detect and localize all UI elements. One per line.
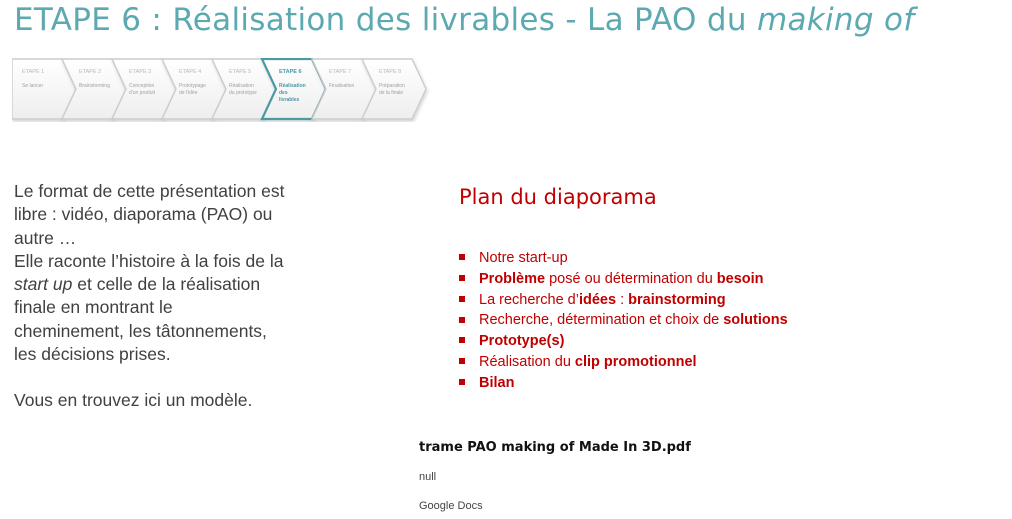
step-description: Préparation <box>379 83 405 89</box>
agenda-keyword: Bilan <box>479 374 515 391</box>
agenda-keyword: Prototype(s) <box>479 333 565 350</box>
step-label: ETAPE 4 <box>179 69 202 75</box>
file-description: null <box>419 471 437 483</box>
square-bullet-icon <box>459 379 465 385</box>
agenda-text: posé ou détermination du <box>545 270 717 287</box>
step-label: ETAPE 2 <box>79 69 102 75</box>
file-attachment[interactable] <box>419 440 691 512</box>
file-name-link[interactable]: trame PAO making of Made In 3D.pdf <box>419 440 691 455</box>
agenda-text: La recherche d’ <box>479 291 579 308</box>
slide-title: Plan du diaporama <box>459 185 657 209</box>
step-description: Réalisation <box>279 83 306 89</box>
slide-agenda-item <box>459 331 788 352</box>
agenda-keyword: clip promotionnel <box>574 353 697 370</box>
slide-preview[interactable] <box>440 170 960 410</box>
step-description: Se lancer <box>22 83 44 89</box>
step-label: ETAPE 6 <box>279 69 302 75</box>
agenda-keyword: brainstorming <box>628 291 726 308</box>
step-label: ETAPE 3 <box>129 69 152 75</box>
intro-paragraph-2: Elle raconte l’histoire à la fois de la start up et celle de la réalisation finale en montrant le cheminement, les tâtonnements, les décisions prises. <box>14 250 284 365</box>
agenda-text: : <box>616 291 629 308</box>
agenda-text: Recherche, détermination et choix de <box>479 312 724 329</box>
step-description: du prototype <box>229 90 257 96</box>
square-bullet-icon <box>459 275 465 281</box>
agenda-text: Notre start-up <box>479 250 568 266</box>
square-bullet-icon <box>459 254 465 260</box>
square-bullet-icon <box>459 296 465 302</box>
step-description: de l'idée <box>179 90 198 96</box>
step-description: Brainstorming <box>79 83 110 89</box>
step-label: ETAPE 1 <box>22 69 45 75</box>
slide-agenda-item <box>459 248 788 269</box>
square-bullet-icon <box>459 358 465 364</box>
step-description: Réalisation <box>229 83 254 89</box>
step-progress-bar <box>12 58 432 122</box>
step-description: Prototypage <box>179 83 206 89</box>
agenda-keyword: besoin <box>716 270 764 287</box>
square-bullet-icon <box>459 337 465 343</box>
slide-agenda-item <box>459 310 788 331</box>
page-title-main: ETAPE 6 : Réalisation des livrables - La PAO du <box>14 2 757 38</box>
step-description: Conception <box>129 83 155 89</box>
step-description: Finalisation <box>329 83 355 89</box>
step-description: des <box>279 90 288 96</box>
step-label: ETAPE 5 <box>229 69 252 75</box>
file-source: Google Docs <box>419 500 483 512</box>
agenda-keyword: Problème <box>479 270 546 287</box>
page-title <box>14 2 915 38</box>
agenda-keyword: idées <box>578 291 617 308</box>
slide-agenda-item <box>459 373 788 394</box>
intro-paragraph-3: Vous en trouvez ici un modèle. <box>14 390 253 411</box>
step-description: livrables <box>279 97 300 103</box>
slide-agenda-item <box>459 290 788 311</box>
step-description: d'un produit <box>129 90 155 96</box>
agenda-text: Réalisation du <box>479 353 575 370</box>
step-description: de la finale <box>379 90 404 96</box>
slide-agenda-item <box>459 269 788 290</box>
intro-paragraph-1: Le format de cette présentation est libre : vidéo, diaporama (PAO) ou autre … <box>14 181 285 248</box>
square-bullet-icon <box>459 317 465 323</box>
page-title-italic: making of <box>756 2 915 38</box>
slide-agenda-item <box>459 352 788 373</box>
step-label: ETAPE 8 <box>379 69 402 75</box>
startup-emphasis: start up <box>14 274 73 295</box>
agenda-keyword: solutions <box>723 312 788 329</box>
slide-agenda-list <box>459 248 788 394</box>
step-label: ETAPE 7 <box>329 69 352 75</box>
intro-text <box>14 180 314 413</box>
